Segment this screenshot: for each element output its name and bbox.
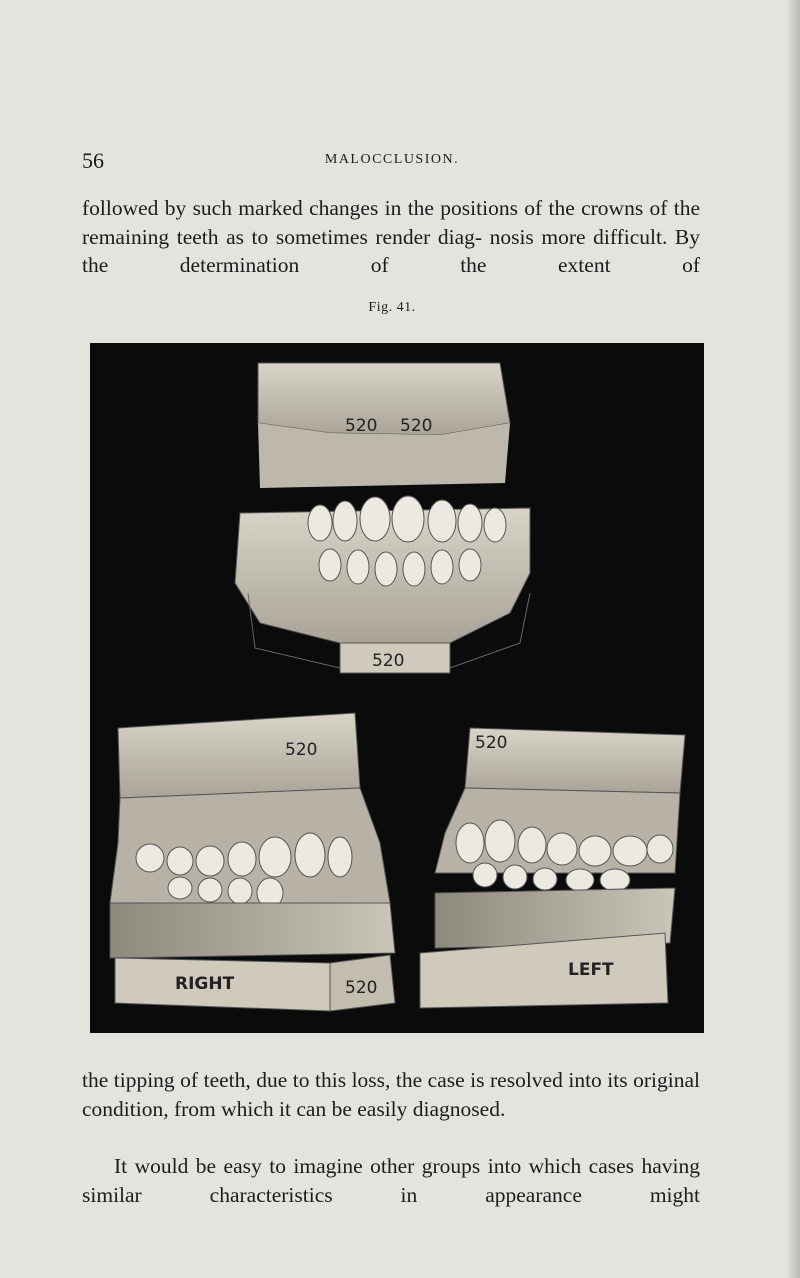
- running-title: MALOCCLUSION.: [324, 152, 460, 167]
- top-cast-lower-label: 520: [372, 651, 405, 671]
- top-cast: [235, 363, 530, 673]
- right-cast-label: RIGHT: [175, 974, 235, 994]
- left-cast-label: LEFT: [568, 960, 614, 980]
- right-cast-tag: 520: [285, 740, 318, 760]
- figure-label: Fig. 41.: [368, 300, 416, 315]
- top-cast-label-1: 520: [345, 416, 378, 436]
- left-cast-tag: 520: [475, 733, 508, 753]
- dental-casts-illustration: [90, 343, 704, 1033]
- page-edge-shadow: [786, 0, 800, 1278]
- left-view-cast: [420, 728, 685, 1008]
- paragraph-continued: the tipping of teeth, due to this loss, the case is resolved into its original condition, from which it can be easily diagnosed.: [82, 1068, 700, 1121]
- running-head: [82, 148, 702, 176]
- right-view-cast: [110, 713, 395, 1011]
- page-number: 56: [82, 148, 104, 173]
- figure-41-photo: [90, 343, 704, 1033]
- top-cast-label-2: 520: [400, 416, 433, 436]
- paragraph-next: It would be easy to imagine other groups into which cases having similar characteristics in appearance might: [82, 1154, 700, 1207]
- paragraph-top: followed by such marked changes in the positions of the crowns of the remaining teeth as to sometimes render diag- nosis more difficult. By the determination of the extent of: [82, 196, 700, 277]
- right-cast-lower-tag: 520: [345, 978, 378, 998]
